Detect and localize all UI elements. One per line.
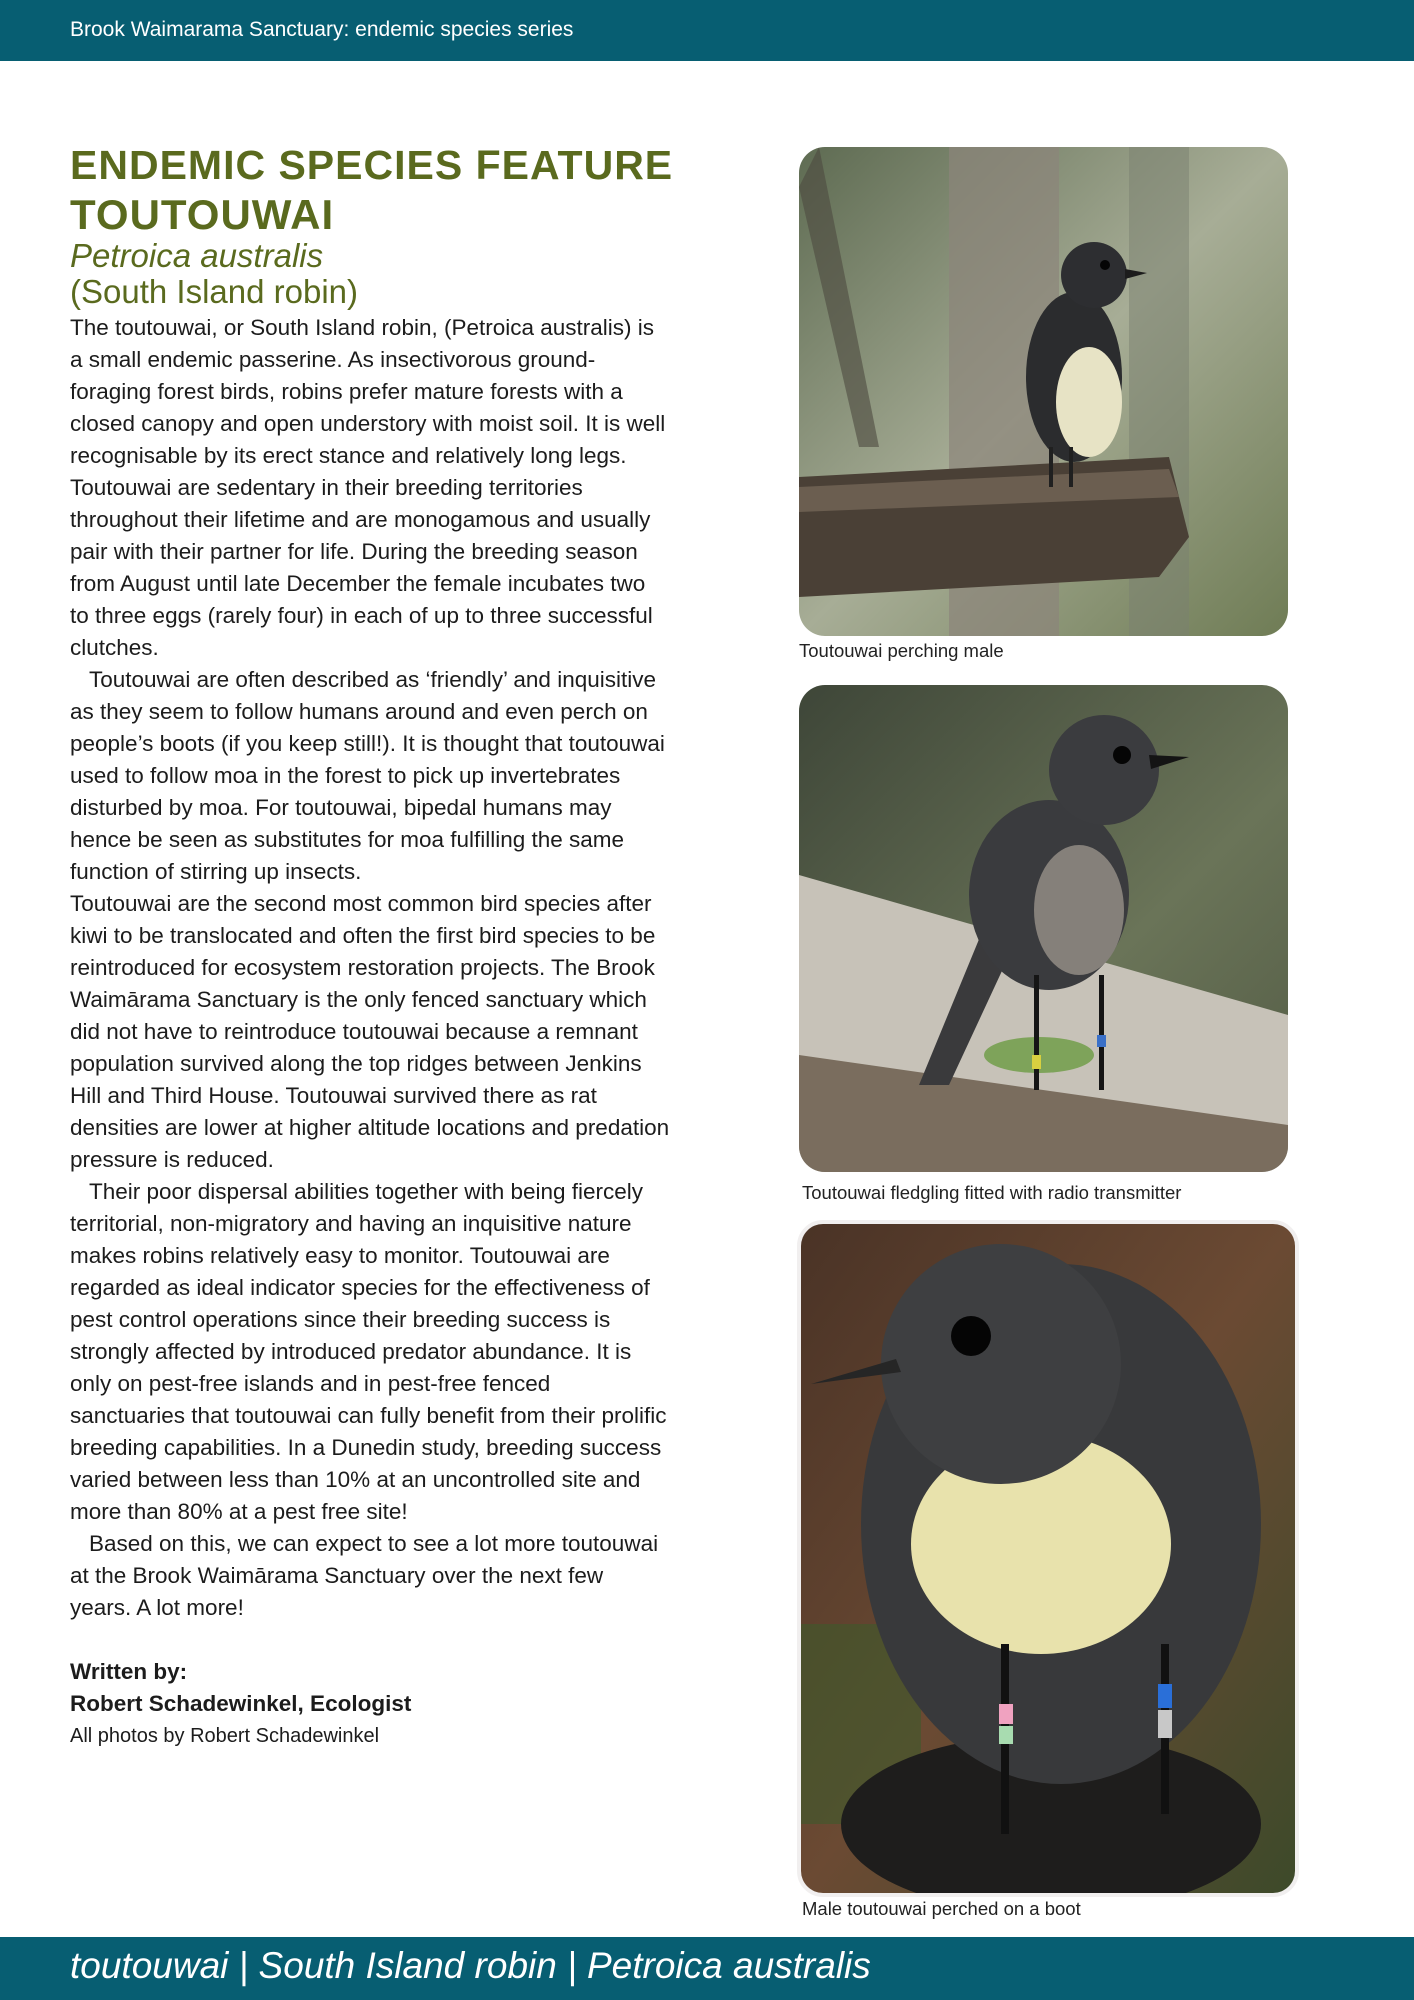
paragraph: The toutouwai, or South Island robin, (Petroica australis) is a small endemic passerine. As insectivorous ground-foraging forest birds, robins prefer mature forests with a closed canopy and open understory with moist soil. It is well recognisable by its erect stance and relatively long legs. Toutouwai are sedentary in their breeding territories throughout their lifetime and are monogamous and usually pair with their partner for life. During the breeding season from August until late December the female incubates two to three eggs (rarely four) in each of up to three successful clutches. (70, 315, 666, 660)
article (70, 140, 674, 1752)
bird-photo-icon (801, 1224, 1295, 1893)
photo-caption: Male toutouwai perched on a boot (802, 1898, 1081, 1919)
photo-male-on-boot (797, 1220, 1299, 1897)
series-title: Brook Waimarama Sanctuary: endemic species series (70, 18, 574, 41)
common-name: (South Island robin) (70, 273, 358, 310)
feature-heading: ENDEMIC SPECIES FEATURE (70, 142, 674, 188)
header-banner (0, 0, 1414, 61)
bird-photo-icon (799, 147, 1288, 636)
latin-name: Petroica australis (70, 237, 324, 274)
paragraph: Based on this, we can expect to see a lot more toutouwai at the Brook Waimārama Sanctuary over the next few years. A lot more! (70, 1531, 659, 1620)
written-by-label: Written by: (70, 1659, 188, 1684)
bird-photo-icon (799, 685, 1288, 1172)
article-body (70, 312, 670, 1624)
author-name: Robert Schadewinkel, Ecologist (70, 1691, 412, 1716)
photo-caption: Toutouwai fledgling fitted with radio transmitter (802, 1182, 1182, 1203)
photo-fledgling (799, 685, 1288, 1172)
paragraph: Toutouwai are often described as ‘friendly’ and inquisitive as they seem to follow humans around and even perch on people’s boots (if you keep still!). It is thought that toutouwai used to follow moa in the forest to pick up invertebrates disturbed by moa. For toutouwai, bipedal humans may hence be seen as substitutes for moa fulfilling the same function of stirring up insects. (70, 667, 665, 884)
footer-banner (0, 1937, 1414, 2000)
photo-credit: All photos by Robert Schadewinkel (70, 1725, 380, 1747)
paragraph: Their poor dispersal abilities together with being fiercely territorial, non-migratory and having an inquisitive nature makes robins relatively easy to monitor. Toutouwai are regarded as ideal indicator species for the effectiveness of pest control operations since their breeding success is strongly affected by introduced predator abundance. It is only on pest-free islands and in pest-free fenced sanctuaries that toutouwai can fully benefit from their prolific breeding capabilities. In a Dunedin study, breeding success varied between less than 10% at an uncontrolled site and more than 80% at a pest free site! (70, 1179, 667, 1524)
photo-caption: Toutouwai perching male (799, 640, 1004, 661)
paragraph: Toutouwai are the second most common bird species after kiwi to be translocated and often the first bird species to be reintroduced for ecosystem restoration projects. The Brook Waimārama Sanctuary is the only fenced sanctuary which did not have to reintroduce toutouwai because a remnant population survived along the top ridges between Jenkins Hill and Third House. Toutouwai survived there as rat densities are lower at higher altitude locations and predation pressure is reduced. (70, 891, 670, 1172)
credits (70, 1656, 670, 1752)
footer-banner-text: toutouwai | South Island robin | Petroica australis (70, 1945, 871, 1986)
species-name: TOUTOUWAI (70, 191, 335, 238)
photo-perching-male (799, 147, 1288, 636)
